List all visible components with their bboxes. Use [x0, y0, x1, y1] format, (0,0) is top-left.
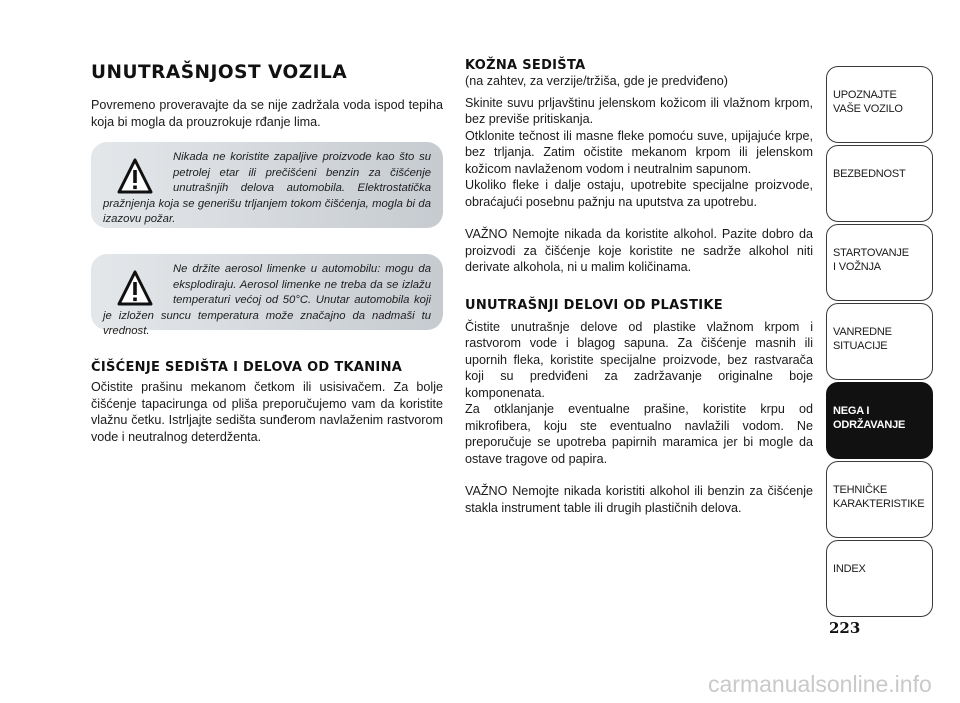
- warning-triangle-icon: [117, 158, 153, 196]
- tab-label: VANREDNE: [833, 326, 892, 338]
- leather-paragraph: Skinite suvu prljavštinu jelenskom kožicom ili vlažnom krpom, bez previše pritiskanja.: [465, 95, 813, 126]
- page-number: 223: [829, 619, 861, 637]
- tab-label: KARAKTERISTIKE: [833, 498, 925, 510]
- tab-tehnicke[interactable]: [826, 461, 933, 538]
- section-title-fabric: ČIŠĆENJE SEDIŠTA I DELOVA OD TKANINA: [91, 360, 403, 375]
- warning-triangle-icon: [117, 270, 153, 308]
- tab-label: I VOŽNJA: [833, 261, 881, 273]
- right-column: [465, 58, 813, 516]
- page-title: UNUTRAŠNJOST VOZILA: [91, 62, 348, 83]
- tab-vanredne[interactable]: [826, 303, 933, 380]
- leather-important-note: VAŽNO Nemojte nikada da koristite alkohol. Pazite dobro da proizvodi za čišćenje koje koristite ne sadrže alkohol niti derivate alkohola, ni u malim količinama.: [465, 227, 813, 274]
- warning-box-flammable: [91, 142, 443, 228]
- fabric-paragraph: Očistite prašinu mekanom četkom ili usisivačem. Za bolje čišćenje tapacirunga od pliša preporučujemo vam da koristite vlažnu četku. Istrljajte sedišta sunđerom navlaženim rastvorom vode i neutralnog deterdženta.: [91, 380, 443, 444]
- intro-paragraph: Povremeno proveravajte da se nije zadržala voda ispod tepiha koja bi mogla da prouzrokuje rđanje lima.: [91, 98, 443, 129]
- tab-label: ODRŽAVANJE: [833, 419, 906, 431]
- warning-text: Nikada ne koristite zapaljive proizvode kao što su petrolej etar ili prečišćeni benzin za čišćenje unutrašnjih delova automobila. Elektrostatička pražnjenja koja se generišu trljanjem tokom čišćenja, mogla bi da izazovu požar.: [103, 151, 431, 225]
- leather-paragraph: Ukoliko fleke i dalje ostaju, upotrebite specijalne proizvode, obraćajući posebnu pažnju na uputstva za upotrebu.: [465, 178, 813, 209]
- tab-label: VAŠE VOZILO: [833, 103, 903, 115]
- tab-label: NEGA I: [833, 405, 870, 417]
- section-title-leather: KOŽNA SEDIŠTA: [465, 58, 586, 73]
- tab-label: TEHNIČKE: [833, 484, 888, 496]
- tab-label: INDEX: [833, 563, 866, 575]
- warning-text: Ne držite aerosol limenke u automobilu: mogu da eksplodiraju. Aerosol limenke ne treba da se izlažu temperaturi većoj od 50°C. Unutar automobila koji je izložen suncu temperatura može značajno da nadmaši tu vrednost.: [103, 263, 431, 337]
- warning-box-aerosol: [91, 254, 443, 337]
- tab-bezbednost[interactable]: [826, 145, 933, 222]
- leather-paragraph: Otklonite tečnost ili masne fleke pomoću suve, upijajuće krpe, bez trljanja. Zatim očistite mekanom krpom ili jelenskom kožicom navlaženom vodom i neutralnim sapunom.: [465, 128, 813, 176]
- section-title-plastic: UNUTRAŠNJI DELOVI OD PLASTIKE: [465, 297, 723, 313]
- plastic-paragraph: Čistite unutrašnje delove od plastike vlažnom krpom i rastvorom vode i blagog sapuna. Za čišćenje masnih ili upornih fleka, koristite specijalne proizvode, bez rastvarača koji su predviđeni za zadržavanje originalne boje komponenata.: [465, 319, 813, 400]
- left-column: [91, 58, 443, 445]
- tab-label: UPOZNAJTE: [833, 89, 897, 101]
- tab-index[interactable]: [826, 540, 933, 617]
- tab-label: STARTOVANJE: [833, 247, 909, 259]
- tab-label: BEZBEDNOST: [833, 168, 906, 180]
- watermark: carmanualsonline.info: [708, 671, 932, 697]
- plastic-important-note: VAŽNO Nemojte nikada koristiti alkohol ili benzin za čišćenje stakla instrument table ili drugih plastičnih delova.: [465, 484, 813, 515]
- tab-nega-active[interactable]: [826, 382, 933, 459]
- leather-subtitle: (na zahtev, za verzije/tržiša, gde je predviđeno): [465, 74, 728, 88]
- tab-label: SITUACIJE: [833, 340, 888, 352]
- tab-startovanje[interactable]: [826, 224, 933, 301]
- tab-upoznajte[interactable]: [826, 66, 933, 143]
- plastic-paragraph: Za otklanjanje eventualne prašine, koristite krpu od mikrofibera, koju ste eventualno navlažili vodom. Ne preporučuje se upotreba papirnih maramica jer bi mogle da ostave tragove od papira.: [465, 402, 813, 466]
